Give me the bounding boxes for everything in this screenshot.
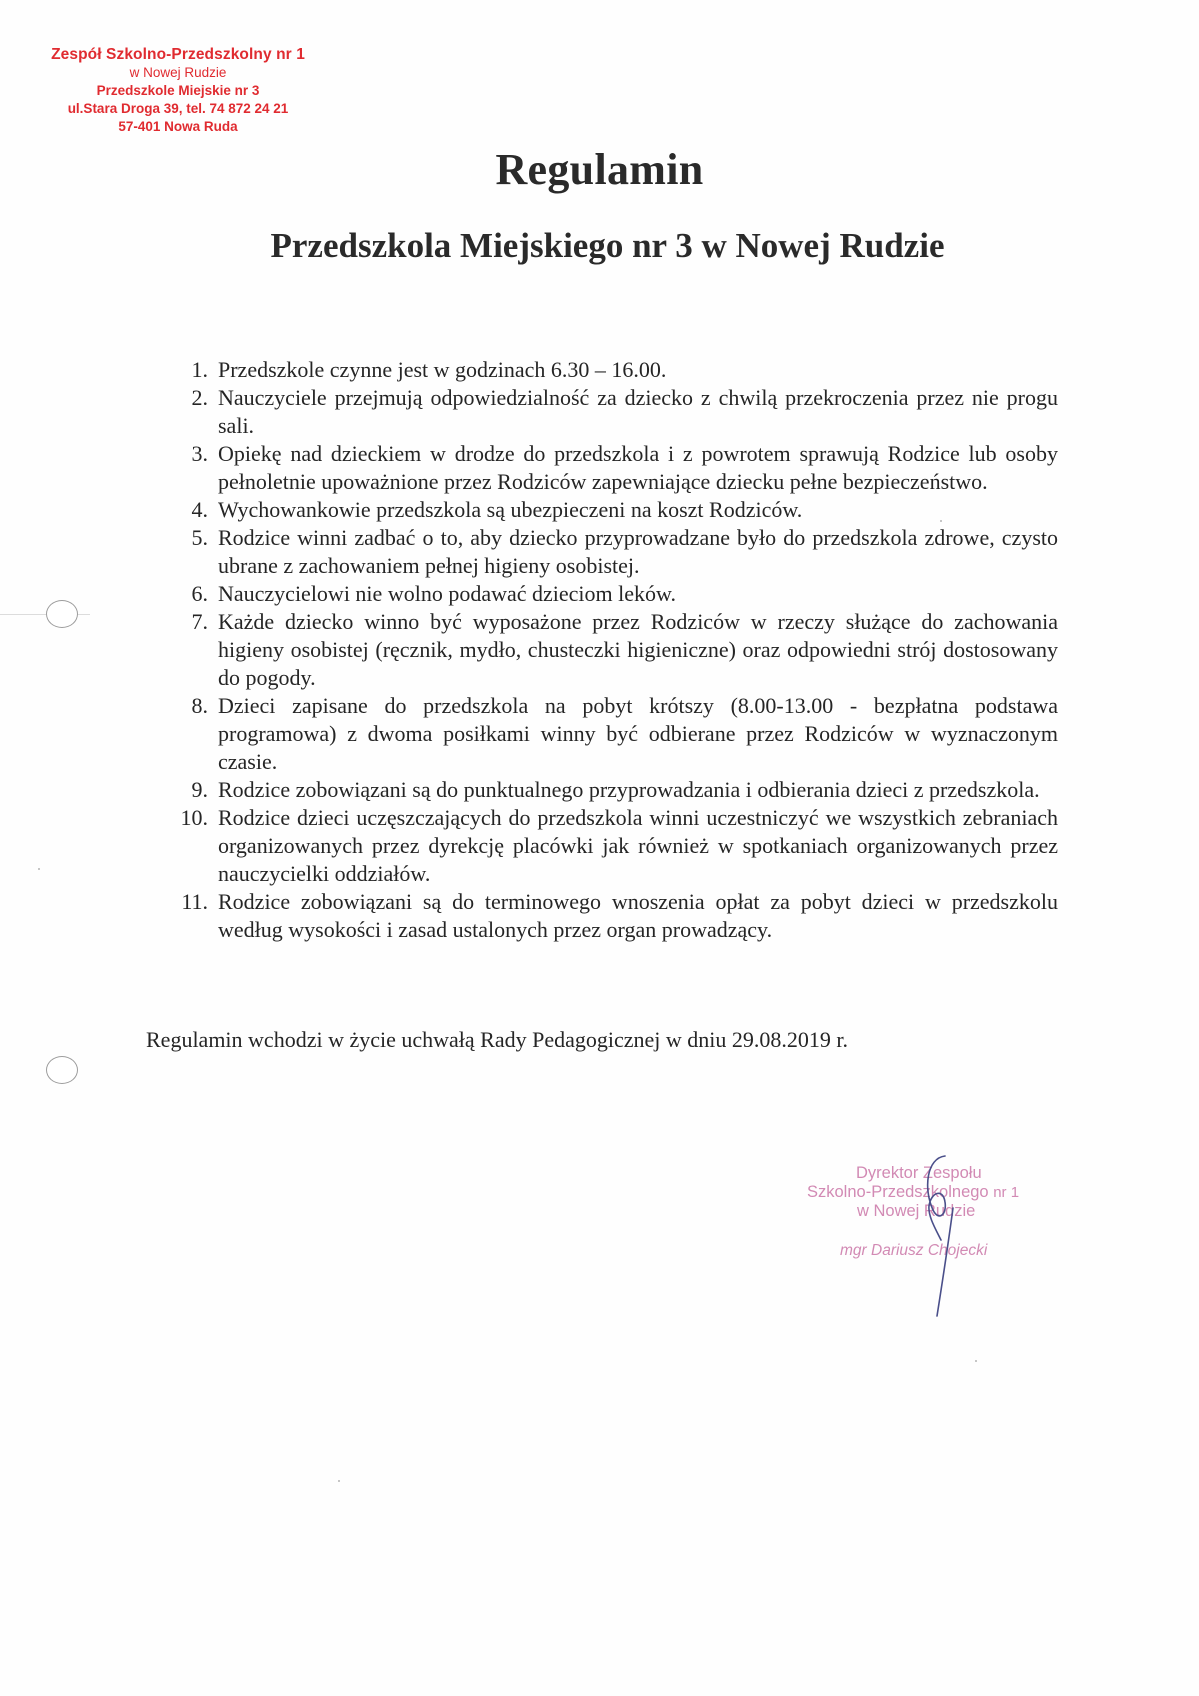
stamp-line-town: w Nowej Rudzie xyxy=(129,65,227,80)
binder-hole-top xyxy=(46,600,78,628)
rule-number: 8. xyxy=(191,693,208,718)
rule-item xyxy=(166,888,1058,944)
scan-speck xyxy=(338,1480,340,1482)
rule-text: Rodzice zobowiązani są do punktualnego przyprowadzania i odbierania dzieci z przedszkola. xyxy=(218,777,1040,802)
scan-speck xyxy=(940,520,942,522)
rule-text: Rodzice zobowiązani są do terminowego wnoszenia opłat za pobyt dzieci w przedszkolu według wysokości i zasad ustalonych przez organ prowadzący. xyxy=(218,889,1058,942)
stamp-line-address: ul.Stara Droga 39, tel. 74 872 24 21 xyxy=(67,101,289,116)
stamp-line-school: Zespół Szkolno-Przedszkolny nr 1 xyxy=(51,46,305,63)
document-title: Regulamin xyxy=(495,145,704,194)
rule-item xyxy=(166,524,1058,580)
rule-text: Przedszkole czynne jest w godzinach 6.30 – 16.00. xyxy=(218,357,667,382)
rule-text: Rodzice winni zadbać o to, aby dziecko przyprowadzane było do przedszkola zdrowe, czysto ubrane z zachowaniem pełnej higieny osobistej. xyxy=(218,525,1058,578)
rule-text: Nauczycielowi nie wolno podawać dzieciom leków. xyxy=(218,581,676,606)
director-stamp-name: mgr Dariusz Chojecki xyxy=(840,1242,988,1259)
institution-stamp xyxy=(28,46,328,136)
document-subtitle: Przedszkola Miejskiego nr 3 w Nowej Rudzie xyxy=(270,226,945,265)
rule-item xyxy=(166,776,1058,804)
rule-number: 11. xyxy=(181,889,208,914)
rule-text: Nauczyciele przejmują odpowiedzialność za dziecko z chwilą przekroczenia przez nie progu sali. xyxy=(218,385,1058,438)
rule-text: Dzieci zapisane do przedszkola na pobyt krótszy (8.00-13.00 - bezpłatna podstawa programowa) z dwoma posiłkami winny być odbierane przez Rodziców w wyznaczonym czasie. xyxy=(218,693,1058,774)
closing-statement: Regulamin wchodzi w życie uchwałą Rady Pedagogicznej w dniu 29.08.2019 r. xyxy=(146,1027,848,1052)
director-stamp-number: nr 1 xyxy=(993,1184,1020,1201)
rule-number: 4. xyxy=(191,497,208,522)
director-stamp-town: w Nowej Rudzie xyxy=(857,1202,976,1220)
scan-speck xyxy=(975,1360,977,1362)
rule-text: Opiekę nad dzieckiem w drodze do przedszkola i z powrotem sprawują Rodzice lub osoby pełnoletnie upoważnione przez Rodziców zapewniające dziecku pełne bezpieczeństwo. xyxy=(218,441,1058,494)
rule-number: 6. xyxy=(191,581,208,606)
rule-item xyxy=(166,608,1058,692)
director-stamp-school: Szkolno-Przedszkolnego xyxy=(807,1183,989,1201)
rule-number: 7. xyxy=(191,609,208,634)
rule-number: 3. xyxy=(191,441,208,466)
handwritten-signature xyxy=(895,1148,985,1328)
rule-text: Wychowankowie przedszkola są ubezpieczeni na koszt Rodziców. xyxy=(218,497,803,522)
rule-number: 9. xyxy=(191,777,208,802)
rule-number: 2. xyxy=(191,385,208,410)
rule-text: Rodzice dzieci uczęszczających do przedszkola winni uczestniczyć we wszystkich zebraniach organizowanych przez dyrekcję placówki jak również w spotkaniach organizowanych przez nauczycielki oddziałów. xyxy=(218,805,1058,886)
rule-item xyxy=(166,580,1058,608)
binder-hole-bottom xyxy=(46,1056,78,1084)
rule-item xyxy=(166,804,1058,888)
rule-item xyxy=(166,496,1058,524)
rules-list xyxy=(166,356,1058,944)
scan-speck xyxy=(38,868,40,870)
director-stamp-title: Dyrektor Zespołu xyxy=(856,1164,982,1182)
rule-number: 5. xyxy=(191,525,208,550)
rule-number: 1. xyxy=(191,357,208,382)
stamp-line-preschool: Przedszkole Miejskie nr 3 xyxy=(96,83,260,98)
rule-item xyxy=(166,692,1058,776)
rule-number: 10. xyxy=(180,805,208,830)
stamp-line-postal: 57-401 Nowa Ruda xyxy=(118,119,238,134)
rule-item xyxy=(166,440,1058,496)
rule-item xyxy=(166,384,1058,440)
rule-text: Każde dziecko winno być wyposażone przez Rodziców w rzeczy służące do zachowania higieny osobistej (ręcznik, mydło, chusteczki higieniczne) oraz odpowiedni strój dostosowany do pogody. xyxy=(218,609,1058,690)
rule-item xyxy=(166,356,1058,384)
